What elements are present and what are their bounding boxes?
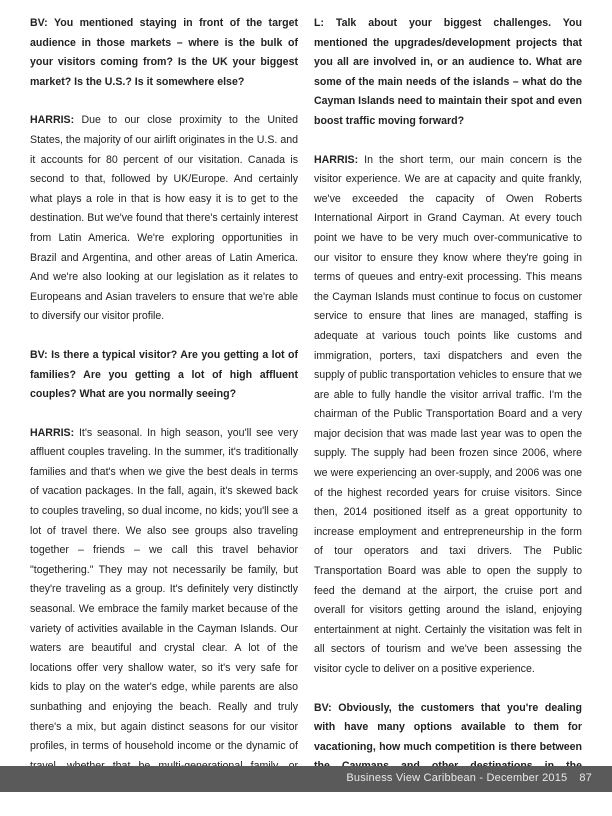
speaker-label: HARRIS:: [314, 153, 359, 166]
page-footer: [0, 766, 612, 792]
answer-1: [30, 111, 298, 327]
answer-3: [314, 151, 582, 680]
publication-name: Business View Caribbean - December 2015: [346, 772, 568, 784]
question-4: BV: Obviously, the customers that you're dealing with have many options available to them for vacationing, how much competition is there between: [314, 701, 582, 753]
speaker-label: HARRIS:: [30, 114, 75, 127]
question-1: BV: You mentioned staying in front of the target audience in those markets – where is the bulk of your visitors coming from? Is the UK your biggest market? Is the U.S.? Is it somewhere else?: [30, 17, 298, 88]
page-number: 87: [579, 772, 592, 784]
question-3: L: Talk about your biggest challenges. You mentioned the upgrades/development projects that you all are involved in, or an audience to. What are some of the main needs of the islands – what do the Cayman Islands need to maintain their spot and even boost traffic moving forward?: [314, 17, 582, 127]
answer-text: It's seasonal. In high season, you'll see very affluent couples traveling. In the summer, it's traditionally families and that's when we give the best deals in terms of vacation packages. In the fall, again, it's skewed back to couples traveling, so dual income, no kids; you'll see a lot of travel there. We also see groups also traveling together – friends – we call this travel behavior "togethering." They may not necessarily be family, but they're traveling as a group. It's definitely very distinctly seasonal. We embrace the family market because of the variety of activities available in the Cayman Islands. Our waters are beautiful and crystal clear. A lot of the locations offer very shallow water, so it's very safe for kids to play on the water's edge, while parents are also sunbathing and enjoying the beach. Really and truly there's a mix, but again distinct seasons for our visitor profiles, in terms of household income or the dynamic of: [30, 426, 298, 753]
answer-text: In the short term, our main concern is the visitor experience. We are at capacity and quite frankly, we've exceeded the capacity of Owen Roberts International Airport in Grand Cayman. At every touch point we have to be very much over-communicative to our visitor to ensure they know where they're going in terms of queues and entry-exit processing. This means the Cayman Islands must continue to focus on customer service to ensure that lines are managed, staffing is adequate at various touch points like customs and immigration, porters, taxi dispatchers and even the supply of public transportation vehicles to ensure that we are able to fully handle the visitor arrival traffic. I'm the chairman of the Public Transportation Board and a very major decision that was made last year was to open the supply. The supply had been frozen since 2006, where we were experiencing an over-supply, and 2006 was one of the highest recorded years for cruise visitors. Since then, 2014 positioned itself as a great opportunity to increase employment and entrepreneurship in the form of tour operators and taxi drivers. The Public Transportation Board was able to open the supply to feed the demand at the airport, the cruise port and overall for visitors getting around the island, enjoying entertainment at night. Certainly the visitation was felt in all sectors of tourism and we've been assessing the visitor cycle to deliver on a positive experience.: [314, 153, 582, 675]
answer-text: Due to our close proximity to the United States, the majority of our airlift originates in the U.S. and it accounts for 80 percent of our visitation. Canada is second to that, followed by UK/Europe. And certainly what plays a role in that is how easy it is to get to the destination. But we've found that there's certainly interest from Latin America. We're exploring opportunities in Brazil and Argentina, and other areas of Latin America. And we're also looking at our legislation as it relates to Europeans and Asian travelers to ensure that we're able to diversify our visitor profile.: [30, 114, 298, 323]
answer-2: [30, 424, 298, 796]
speaker-label: HARRIS:: [30, 426, 75, 439]
footer-text: [346, 772, 592, 784]
question-2: BV: Is there a typical visitor? Are you getting a lot of families? Are you getting a lot of high affluent couples? What are you normally seeing?: [30, 348, 298, 401]
right-column: [314, 14, 582, 816]
left-column: [30, 14, 298, 815]
